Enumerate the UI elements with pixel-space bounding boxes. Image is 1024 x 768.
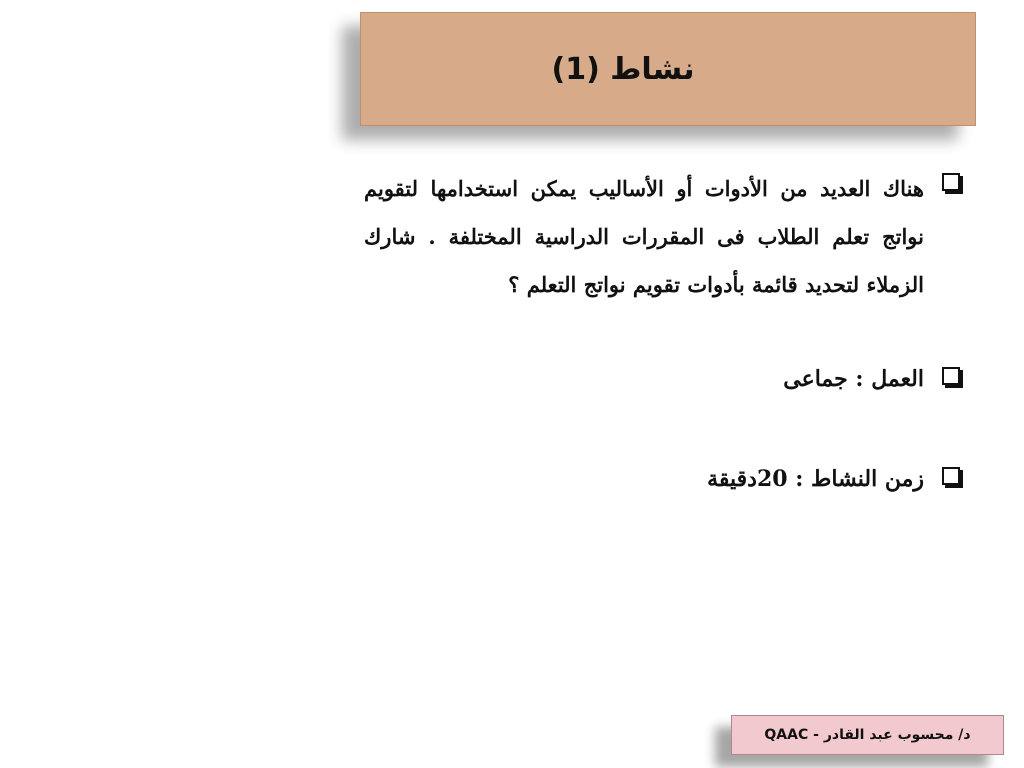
checkbox-icon (942, 367, 960, 385)
bullet-text: العمل : جماعى (783, 366, 924, 392)
bullet-item-description (362, 165, 962, 309)
footer-banner (731, 715, 1004, 755)
checkbox-icon (942, 467, 960, 485)
checkbox-icon (942, 173, 960, 191)
bullet-item-work-type (362, 361, 962, 397)
slide-title: نشاط (1) (551, 51, 695, 87)
bullet-item-duration (362, 461, 962, 497)
bullet-text: زمن النشاط : 20دقيقة (707, 466, 924, 492)
bullet-text: هناك العديد من الأدوات أو الأساليب يمكن استخدامها لتقويم نواتج تعلم الطلاب فى المقررات الدراسية المختلفة . شارك الزملاء لتحديد قائمة بأدوات تقويم نواتج التعلم ؟ (364, 176, 924, 297)
title-banner (360, 12, 976, 126)
footer-author: د/ محسوب عبد القادر - QAAC (764, 727, 971, 743)
bullet-list (362, 165, 962, 497)
